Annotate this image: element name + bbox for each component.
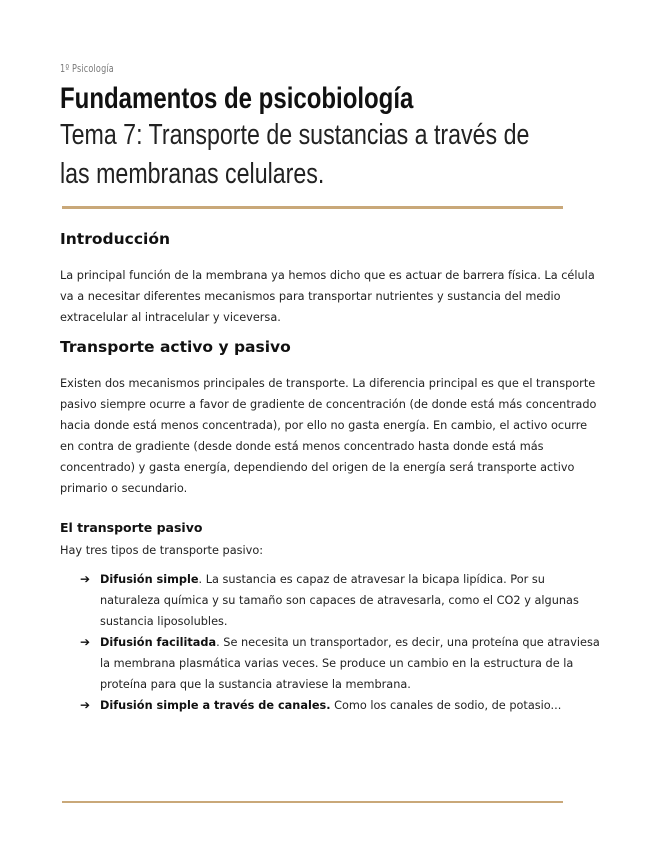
passive-intro: Hay tres tipos de transporte pasivo: — [60, 544, 264, 557]
list-item-term: Difusión simple — [100, 573, 199, 586]
passive-heading: El transporte pasivo — [60, 520, 203, 535]
transport-paragraph: Existen dos mecanismos principales de transporte. La diferencia principal es que el transporte pasivo siempre ocurre a favor de gradiente de concentración (de donde está más concentrado hacia donde está menos concentrada), por ello no gasta energía. En cambio, el activo ocurre en contra de gradiente (desde donde está menos concentrado hasta donde está más concentrado) y gasta energía, dependiendo del origen de la energía será transporte activo primario o secundario. — [60, 377, 597, 495]
intro-heading: Introducción — [60, 230, 171, 248]
course-title: Fundamentos de psicobiología — [60, 82, 414, 115]
arrow-right-icon: ➔ — [80, 572, 91, 586]
arrow-right-icon: ➔ — [80, 635, 91, 649]
list-item — [60, 569, 600, 632]
arrow-right-icon: ➔ — [80, 698, 91, 712]
subject-label: 1º Psicología — [60, 62, 114, 75]
list-item — [60, 632, 600, 695]
footer-divider — [62, 801, 563, 803]
list-item-term: Difusión simple a través de canales. — [100, 699, 331, 712]
list-item-text: . La sustancia es capaz de atravesar la bicapa lipídica. Por su naturaleza química y su tamaño son capaces de atravesarla, como el CO2 y algunas sustancia liposolubles. — [100, 573, 579, 628]
list-item — [60, 695, 600, 716]
list-item-term: Difusión facilitada — [100, 636, 217, 649]
intro-paragraph: La principal función de la membrana ya hemos dicho que es actuar de barrera física. La célula va a necesitar diferentes mecanismos para transportar nutrientes y sustancia del medio extracelular al intracelular y viceversa. — [60, 269, 595, 324]
title-divider — [62, 206, 563, 209]
list-item-text: . Se necesita un transportador, es decir, una proteína que atraviesa la membrana plasmática varias veces. Se produce un cambio en la estructura de la proteína para que la sustancia atraviese la membrana. — [100, 636, 600, 691]
transport-heading: Transporte activo y pasivo — [60, 338, 291, 356]
document-body — [60, 228, 600, 716]
list-item-text: Como los canales de sodio, de potasio... — [330, 699, 562, 712]
passive-types-list — [60, 569, 600, 716]
topic-title: Tema 7: Transporte de sustancias a través de las membranas celulares. — [60, 119, 530, 190]
